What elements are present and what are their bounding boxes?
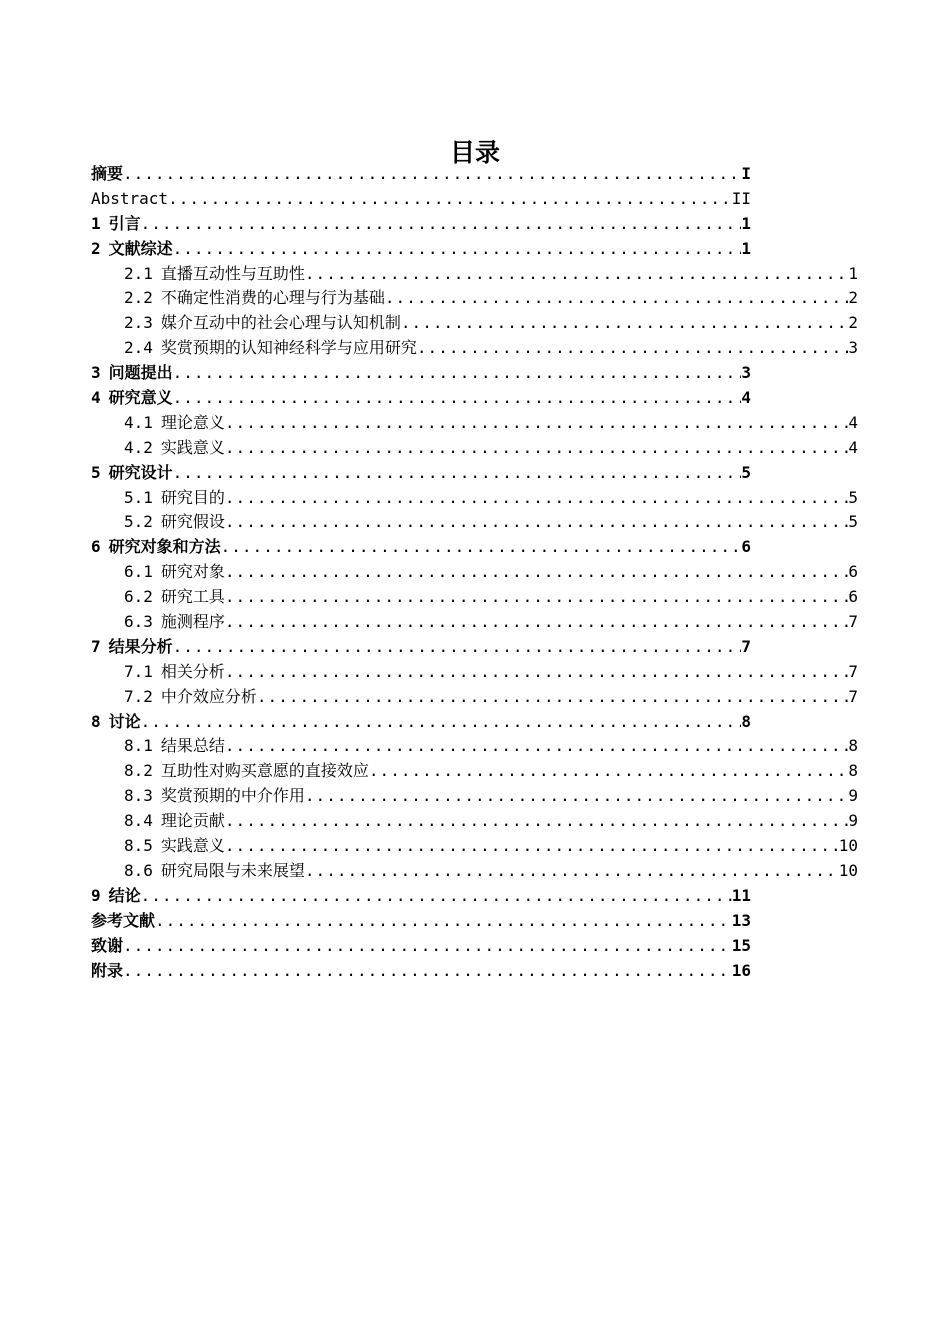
toc-entry-title: 理论贡献: [160, 811, 225, 831]
toc-dot-leader: [401, 311, 848, 336]
toc-chapter-entry[interactable]: [91, 237, 751, 262]
toc-entry-number: 6.2: [124, 587, 153, 607]
toc-page-number: 6: [848, 587, 858, 607]
toc-page-number: 5: [741, 462, 751, 482]
toc-section-entry[interactable]: [124, 311, 858, 336]
toc-entry-label: [91, 237, 173, 262]
toc-page-number: 4: [848, 437, 858, 457]
toc-chapter-entry[interactable]: [91, 909, 751, 934]
toc-entry-label: [124, 759, 369, 784]
toc-entry-title: 研究工具: [160, 587, 225, 607]
toc-section-entry[interactable]: [124, 610, 858, 635]
toc-page-number: 7: [848, 612, 858, 632]
toc-entry-number: 7.1: [124, 661, 153, 681]
toc-dot-leader: [385, 286, 848, 311]
toc-entry-number: 2: [91, 238, 101, 258]
toc-page-number: 5: [848, 512, 858, 532]
toc-dot-leader: [123, 959, 732, 984]
toc-section-entry[interactable]: [124, 784, 858, 809]
toc-entry-number: 7.2: [124, 686, 153, 706]
toc-entry-label: [124, 411, 225, 436]
toc-entry-title: 研究假设: [160, 512, 225, 532]
toc-section-entry[interactable]: [124, 759, 858, 784]
toc-entry-title: 参考文献: [91, 910, 156, 930]
toc-chapter-entry[interactable]: [91, 959, 751, 984]
toc-entry-title: 实践意义: [160, 437, 225, 457]
toc-chapter-entry[interactable]: [91, 934, 751, 959]
toc-entry-number: 6: [91, 537, 101, 557]
toc-page-number: 8: [848, 736, 858, 756]
toc-section-entry[interactable]: [124, 436, 858, 461]
toc-entry-label: [124, 610, 225, 635]
toc-page-number: 10: [838, 860, 858, 880]
toc-dot-leader: [155, 909, 732, 934]
toc-page-number: 4: [848, 412, 858, 432]
toc-page-number: 7: [741, 636, 751, 656]
toc-dot-leader: [369, 759, 848, 784]
toc-dot-leader: [123, 162, 741, 187]
toc-entry-number: 4.2: [124, 437, 153, 457]
toc-entry-number: 8.4: [124, 811, 153, 831]
toc-entry-title: 附录: [91, 960, 124, 980]
toc-section-entry[interactable]: [124, 859, 858, 884]
toc-dot-leader: [225, 560, 848, 585]
toc-page-number: 11: [731, 885, 751, 905]
toc-entry-number: 2.3: [124, 313, 153, 333]
toc-chapter-entry[interactable]: [91, 635, 751, 660]
toc-section-entry[interactable]: [124, 660, 858, 685]
toc-page-number: 10: [838, 836, 858, 856]
toc-chapter-entry[interactable]: [91, 884, 751, 909]
toc-dot-leader: [225, 734, 848, 759]
toc-entry-label: [124, 660, 225, 685]
toc-entry-label: [91, 461, 173, 486]
toc-entry-title: 摘要: [91, 164, 124, 183]
toc-entry-number: 3: [91, 363, 101, 383]
toc-chapter-entry[interactable]: [91, 386, 751, 411]
toc-dot-leader: [225, 660, 848, 685]
toc-entry-title: 结果分析: [108, 636, 173, 656]
toc-chapter-entry[interactable]: [91, 710, 751, 735]
toc-entry-number: 5.2: [124, 512, 153, 532]
toc-page-number: II: [731, 188, 751, 208]
toc-section-entry[interactable]: [124, 685, 858, 710]
toc-dot-leader: [168, 187, 732, 212]
toc-dot-leader: [141, 212, 742, 237]
toc-dot-leader: [305, 262, 848, 287]
toc-entry-number: 9: [91, 885, 101, 905]
toc-page-number: 16: [731, 960, 751, 980]
toc-page-number: 15: [731, 935, 751, 955]
toc-entry-label: [91, 710, 141, 735]
toc-entry-number: 6.1: [124, 562, 153, 582]
toc-entry-title: 问题提出: [108, 363, 173, 383]
toc-entry-title: 奖赏预期的中介作用: [160, 786, 305, 806]
toc-entry-label: [91, 635, 173, 660]
toc-entry-title: 讨论: [108, 711, 141, 731]
toc-entry-label: [124, 311, 401, 336]
toc-section-entry[interactable]: [124, 286, 858, 311]
toc-entry-title: 致谢: [91, 935, 124, 955]
toc-chapter-entry[interactable]: [91, 461, 751, 486]
toc-entry-title: 直播互动性与互助性: [160, 263, 305, 283]
toc-entry-label: [124, 585, 225, 610]
toc-page-number: 3: [848, 338, 858, 358]
toc-section-entry[interactable]: [124, 510, 858, 535]
toc-entry-label: [124, 784, 305, 809]
toc-dot-leader: [417, 336, 848, 361]
toc-entry-label: [124, 685, 257, 710]
toc-entry-title: 研究意义: [108, 388, 173, 408]
toc-entry-number: 4.1: [124, 412, 153, 432]
toc-entry-number: 2.2: [124, 288, 153, 308]
toc-entry-number: 7: [91, 636, 101, 656]
toc-entry-number: 8.5: [124, 836, 153, 856]
toc-entry-number: 8.2: [124, 761, 153, 781]
toc-entry-title: 互助性对购买意愿的直接效应: [160, 761, 369, 781]
toc-chapter-entry[interactable]: [91, 361, 751, 386]
toc-entry-title: 理论意义: [160, 412, 225, 432]
toc-section-entry[interactable]: [124, 585, 858, 610]
toc-entry-title: 实践意义: [160, 836, 225, 856]
toc-page-number: 9: [848, 811, 858, 831]
toc-entry-label: [124, 286, 385, 311]
toc-entry-title: 文献综述: [108, 238, 173, 258]
toc-entry-title: Abstract: [91, 188, 169, 208]
toc-chapter-entry[interactable]: [91, 535, 751, 560]
toc-page-number: 3: [741, 363, 751, 383]
toc-entry-label: [124, 510, 225, 535]
toc-entry-label: [124, 262, 305, 287]
toc-entry-number: 6.3: [124, 612, 153, 632]
toc-section-entry[interactable]: [124, 734, 858, 759]
toc-section-entry[interactable]: [124, 411, 858, 436]
toc-entry-number: 1: [91, 213, 101, 233]
toc-entry-title: 研究局限与未来展望: [160, 860, 305, 880]
toc-page-number: 8: [848, 761, 858, 781]
toc-entry-number: 2.1: [124, 263, 153, 283]
toc-entry-title: 研究设计: [108, 462, 173, 482]
toc-entry-title: 结论: [108, 885, 141, 905]
toc-page-number: 1: [741, 213, 751, 233]
toc-entry-label: [91, 884, 141, 909]
toc-entry-title: 媒介互动中的社会心理与认知机制: [160, 313, 401, 333]
toc-section-entry[interactable]: [124, 560, 858, 585]
toc-dot-leader: [173, 635, 742, 660]
toc-entry-number: 5: [91, 462, 101, 482]
toc-entry-title: 奖赏预期的认知神经科学与应用研究: [160, 338, 417, 358]
toc-entry-label: [91, 386, 173, 411]
toc-page-number: 6: [848, 562, 858, 582]
toc-chapter-entry[interactable]: [91, 162, 751, 187]
toc-page-number: 5: [848, 487, 858, 507]
toc-dot-leader: [141, 710, 742, 735]
toc-entry-title: 研究对象: [160, 562, 225, 582]
toc-dot-leader: [225, 809, 848, 834]
toc-entry-label: [91, 162, 123, 187]
toc-page-number: 2: [848, 288, 858, 308]
toc-section-entry[interactable]: [124, 486, 858, 511]
toc-entry-label: [124, 834, 225, 859]
toc-entry-title: 引言: [108, 213, 141, 233]
toc-entry-number: 4: [91, 388, 101, 408]
toc-dot-leader: [123, 934, 732, 959]
toc-dot-leader: [141, 884, 732, 909]
toc-entry-number: 8.6: [124, 860, 153, 880]
toc-page-number: 1: [741, 238, 751, 258]
toc-dot-leader: [257, 685, 848, 710]
page-title: 目录: [449, 137, 500, 167]
toc-page-number: 4: [741, 388, 751, 408]
toc-entry-label: [124, 859, 305, 884]
toc-entry-label: [91, 361, 173, 386]
toc-entry-number: 8: [91, 711, 101, 731]
toc-page-number: 1: [848, 263, 858, 283]
toc-page-number: 13: [731, 910, 751, 930]
toc-entry-title: 相关分析: [160, 661, 225, 681]
toc-dot-leader: [225, 486, 848, 511]
toc-entry-number: 5.1: [124, 487, 153, 507]
toc-page-number: 7: [848, 661, 858, 681]
toc-section-entry[interactable]: [124, 809, 858, 834]
toc-dot-leader: [225, 834, 839, 859]
toc-section-entry[interactable]: [124, 336, 858, 361]
toc-dot-leader: [225, 510, 848, 535]
table-of-contents: [0, 162, 950, 983]
toc-entry-label: [124, 486, 225, 511]
toc-entry-label: [91, 909, 155, 934]
toc-chapter-entry[interactable]: [91, 212, 751, 237]
toc-entry-title: 结果总结: [160, 736, 225, 756]
toc-dot-leader: [305, 784, 848, 809]
toc-entry-label: [91, 934, 123, 959]
toc-page-number: 8: [741, 711, 751, 731]
toc-dot-leader: [173, 386, 742, 411]
toc-page-number: 6: [741, 537, 751, 557]
toc-entry-label: [124, 436, 225, 461]
toc-entry-label: [124, 336, 417, 361]
toc-section-entry[interactable]: [124, 834, 858, 859]
toc-section-entry[interactable]: [124, 262, 858, 287]
toc-dot-leader: [173, 237, 742, 262]
toc-entry-label: [91, 212, 141, 237]
toc-page-number: 2: [848, 313, 858, 333]
toc-dot-leader: [225, 610, 848, 635]
toc-page-number: 7: [848, 686, 858, 706]
toc-entry-label: [124, 809, 225, 834]
toc-dot-leader: [173, 361, 742, 386]
toc-entry-title: 研究目的: [160, 487, 225, 507]
toc-entry-title: 施测程序: [160, 612, 225, 632]
toc-entry-number: 2.4: [124, 338, 153, 358]
toc-entry-title: 不确定性消费的心理与行为基础: [160, 288, 385, 308]
toc-page-number: I: [741, 164, 751, 183]
toc-entry-label: [91, 959, 123, 984]
toc-dot-leader: [225, 436, 848, 461]
toc-entry-label: [91, 187, 168, 212]
toc-entry-number: 8.1: [124, 736, 153, 756]
toc-entry-label: [124, 734, 225, 759]
toc-dot-leader: [173, 461, 742, 486]
toc-dot-leader: [225, 585, 848, 610]
toc-dot-leader: [225, 411, 848, 436]
toc-entry-label: [124, 560, 225, 585]
toc-page-number: 9: [848, 786, 858, 806]
toc-dot-leader: [221, 535, 742, 560]
toc-entry-title: 研究对象和方法: [108, 537, 221, 557]
toc-entry-number: 8.3: [124, 786, 153, 806]
toc-entry-label: [91, 535, 221, 560]
toc-dot-leader: [305, 859, 839, 884]
toc-entry-title: 中介效应分析: [160, 686, 257, 706]
toc-chapter-entry[interactable]: [91, 187, 751, 212]
